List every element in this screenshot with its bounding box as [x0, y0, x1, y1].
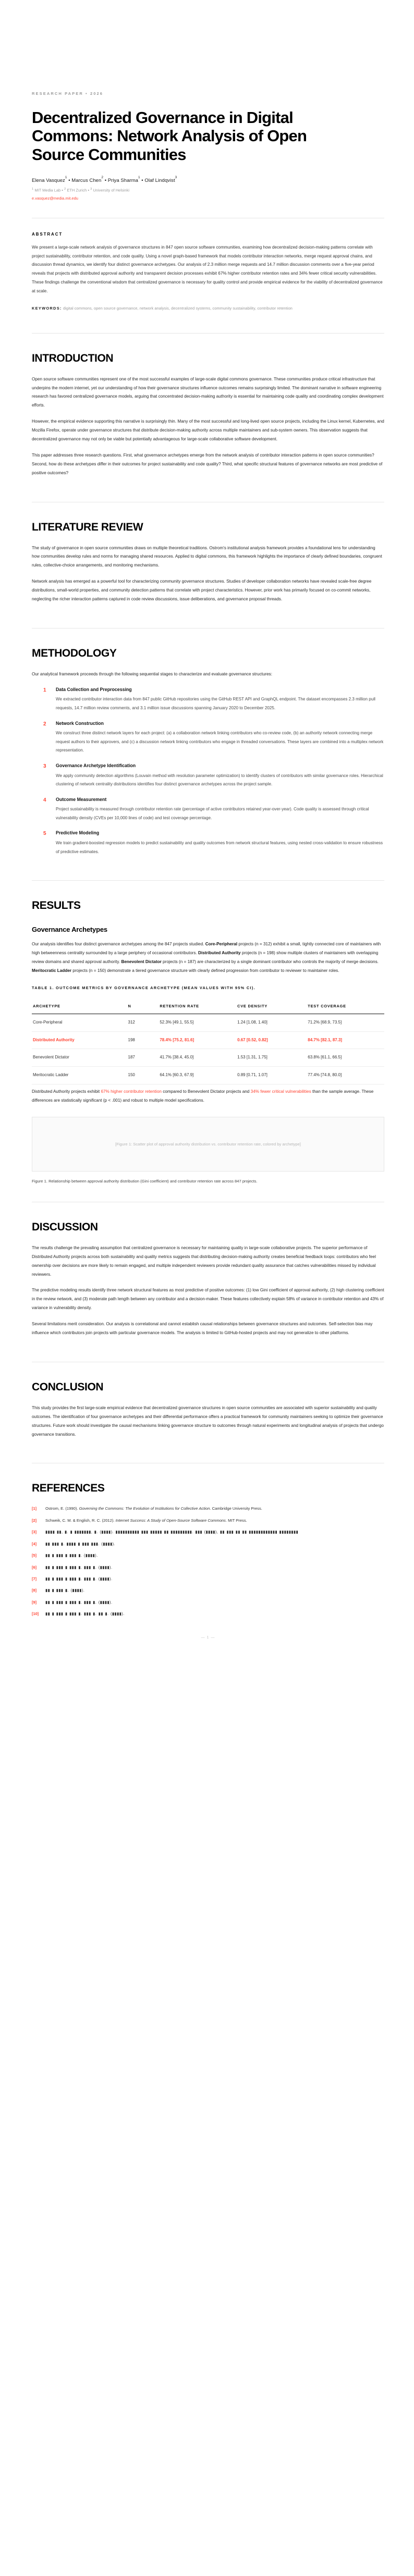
- table-column-header: ARCHETYPE: [32, 999, 127, 1014]
- table-cell-cve-density: 0.89 [0.71, 1.07]: [236, 1067, 307, 1084]
- reference-text: ▮▮ ▮ ▮▮▮ ▮ ▮▮▮ ▮. ▮▮▮ ▮. ▮▮ ▮. (▮▮▮▮).: [45, 1611, 125, 1617]
- archetype-name: Core-Peripheral: [205, 942, 238, 947]
- text-run: projects (n = 187) are characterized by a single dominant contributor who controls the majority of merge decisions.: [161, 959, 379, 965]
- text-run: Distributed Authority projects exhibit: [32, 1089, 101, 1094]
- results-finding: [32, 1088, 384, 1105]
- step-number: 3: [43, 763, 46, 769]
- paragraph: The results challenge the prevailing assumption that centralized governance is necessary for maintaining quality in large-scale collaborative projects. The superior performance of Distributed Authority projects across both sustainability and quality metrics suggests that distributing decision-making authority creates beneficial feedback loops: contributors who feel ownership over decisions are more likely to remain engaged, and multiple independent reviewers provide redundant quality assurance that catches vulnerabilities missed by individual reviewers.: [32, 1245, 376, 1277]
- reference-number: [5]: [32, 1553, 37, 1558]
- reference-item: [32, 1599, 384, 1606]
- author-name: Marcus Chen$^2$: [71, 175, 104, 184]
- step-body: [56, 720, 384, 755]
- reference-text: ▮▮ ▮ ▮▮▮ ▮ ▮▮▮ ▮. ▮▮▮ ▮. (▮▮▮▮).: [45, 1576, 113, 1581]
- table-cell-retention-rate: 52.3% [49.1, 55.5]: [159, 1014, 236, 1031]
- section-methodology: [30, 611, 384, 856]
- table-cell-n: 150: [127, 1067, 159, 1084]
- affiliation-name: MIT Media Lab: [33, 188, 61, 193]
- paragraph: The predictive modeling results identify three network structural features as most predictive of positive outcomes: (1) low Gini coefficient of approval authority, (2) high clustering coefficient in the review network, and (3) moderate path length between any contributor and a decision-maker. These features collectively explain 58% of variance in contributor retention and 43% of variance in vulnerability density.: [32, 1288, 384, 1311]
- paragraph: However, the empirical evidence supporting this narrative is surprisingly thin. Many of the most successful and long-lived open source projects, including the Linux kernel, Kubernetes, and Mozilla Firefox, operate under governance structures that distribute decision-making authority across multiple maintainers and sub-system owners. This observation suggests that decentralized governance may not only be viable but potentially advantageous for large-scale collaborative software development.: [32, 419, 384, 441]
- author-list: Elena Vasquez$^1$ • Marcus Chen$^2$ • Priya Sharma$^1$ • Olaf Lindqvist$^3$: [32, 175, 177, 184]
- introduction-paragraphs: [32, 375, 384, 478]
- figure-placeholder-text: [Figure 1: Scatter plot of approval authority distribution vs. contributor retention rate, colored by archetype]: [115, 1141, 301, 1147]
- step-title: Network Construction: [56, 720, 104, 726]
- step-text: We construct three distinct network layers for each project: (a) a collaboration network linking contributors who co-review code, (b) an authority network connecting merge request authors to their approvers, and (c) a discussion network linking contributors who engage in threaded conversations. These layers are combined into a multiplex network representation.: [56, 731, 384, 753]
- affiliation-name: ETH Zurich: [66, 188, 87, 193]
- table-cell-retention-rate: 78.4% [75.2, 81.6]: [159, 1031, 236, 1049]
- reference-number: [7]: [32, 1576, 37, 1581]
- step-body: [56, 796, 384, 823]
- highlighted-stat: 34% fewer critical vulnerabilities: [250, 1089, 311, 1094]
- abstract-block: [30, 218, 384, 312]
- reference-item: [32, 1552, 384, 1559]
- reference-text: ▮▮ ▮ ▮▮▮ ▮ ▮▮▮ ▮. ▮▮▮ ▮. (▮▮▮▮).: [45, 1564, 113, 1570]
- step-text: We apply community detection algorithms (Louvain method with resolution parameter optimization) to identify clusters of contributors with similar governance roles. Hierarchical clustering of network centrality distributions identifies four distinct governance archetypes across the project sample.: [56, 773, 383, 787]
- paragraph: The study of governance in open source communities draws on multiple theoretical traditions. Ostrom's institutional analysis framework provides a foundational lens for understanding how communities develop rules and norms for managing shared resources. Applied to digital commons, this framework highlights the importance of clearly defined boundaries, congruent rules, collective-choice arrangements, and monitoring mechanisms.: [32, 545, 382, 568]
- table-cell-n: 187: [127, 1049, 159, 1067]
- paragraph: This study provides the first large-scale empirical evidence that decentralized governance structures in open source communities are associated with superior sustainability and quality outcomes. The identification of four governance archetypes and their differential performance offers a practical framework for community maintainers seeking to optimize their governance structures. Future work should investigate the causal mechanisms linking governance structure to outcomes through natural experiments and longitudinal analysis of projects that undergo governance transitions.: [32, 1405, 384, 1437]
- section-heading-references: REFERENCES: [32, 1482, 105, 1495]
- table-cell-n: 312: [127, 1014, 159, 1031]
- author-affiliation-marker: 2: [101, 175, 104, 179]
- reference-item: [32, 1540, 384, 1548]
- step-text: We train gradient-boosted regression models to predict sustainability and quality outcomes from network structural features, using nested cross-validation to ensure robustness of predictive estimates.: [56, 841, 383, 854]
- author-name: Elena Vasquez$^1$: [32, 175, 67, 184]
- table-row: [32, 1031, 384, 1049]
- reference-item: [32, 1517, 384, 1524]
- methodology-step: [32, 830, 384, 856]
- table-cell-archetype: Meritocratic Ladder: [32, 1067, 127, 1084]
- section-discussion: [30, 1185, 384, 1338]
- text-run: projects (n = 150) demonstrate a tiered governance structure with clearly defined progression from contributor to reviewer to maintainer roles.: [71, 968, 339, 973]
- affiliation-marker: 2: [64, 188, 66, 191]
- step-title: Outcome Measurement: [56, 796, 107, 802]
- table-column-header: RETENTION RATE: [159, 999, 236, 1014]
- text-run: . Cambridge University Press.: [210, 1506, 262, 1511]
- methodology-step: [32, 720, 384, 755]
- author-affiliation-marker: 3: [175, 175, 177, 179]
- reference-text: ▮▮ ▮ ▮▮▮ ▮ ▮▮▮ ▮. ▮▮▮ ▮. (▮▮▮▮).: [45, 1599, 113, 1605]
- methodology-steps: [32, 686, 384, 856]
- paragraph: This paper addresses three research questions. First, what governance archetypes emerge from the network analysis of contributor interaction patterns in open source communities? Second, how do these archetypes differ in their outcomes for project sustainability and code quality? Third, what specific structural features of governance networks are most predictive of positive outcomes?: [32, 452, 383, 475]
- reference-list: [32, 1505, 384, 1618]
- affiliation-name: University of Helsinki: [92, 188, 129, 193]
- section-literature-review: [30, 485, 384, 604]
- reference-number: [10]: [32, 1611, 39, 1617]
- author-affiliation-marker: 1: [138, 175, 140, 179]
- step-text: We extracted contributor interaction data from 847 public GitHub repositories using the GitHub REST API and GraphQL endpoint. The dataset encompasses 2.3 million pull requests, 14.7 million review comments, and 3.1 million issue discussions spanning January 2020 to December 2025.: [56, 697, 375, 710]
- reference-item: [32, 1529, 384, 1536]
- methodology-step: [32, 762, 384, 789]
- abstract-label: ABSTRACT: [32, 231, 63, 237]
- divider: [32, 333, 384, 334]
- table-cell-test-coverage: 77.4% [74.8, 80.0]: [307, 1067, 384, 1084]
- reference-text: ▮▮ ▮ ▮▮▮ ▮. (▮▮▮▮).: [45, 1588, 85, 1593]
- step-title: Governance Archetype Identification: [56, 762, 136, 768]
- archetype-name: Benevolent Dictator: [121, 959, 162, 965]
- reference-number: [1]: [32, 1506, 37, 1511]
- step-body: [56, 830, 384, 856]
- section-heading-results: RESULTS: [32, 899, 81, 912]
- author-name: Priya Sharma$^1$: [107, 175, 140, 184]
- text-run: compared to Benevolent Dictator projects and: [161, 1089, 251, 1094]
- reference-item: [32, 1505, 384, 1512]
- table-cell-archetype: Benevolent Dictator: [32, 1049, 127, 1067]
- table-cell-cve-density: 1.53 [1.31, 1.75]: [236, 1049, 307, 1067]
- affiliation-marker: 1: [32, 188, 34, 191]
- section-introduction: [30, 316, 384, 478]
- subsection-heading-governance-archetypes: Governance Archetypes: [32, 926, 107, 934]
- reference-number: [3]: [32, 1530, 37, 1535]
- page-number: — 1 —: [201, 1635, 215, 1640]
- step-text: Project sustainability is measured through contributor retention rate (percentage of active contributors retained year-over-year). Code quality is assessed through critical vulnerability density (CVEs per 10,000 lines of code) and test coverage percentage.: [56, 807, 369, 820]
- section-heading-literature-review: LITERATURE REVIEW: [32, 521, 143, 533]
- table-caption: TABLE 1. OUTCOME METRICS BY GOVERNANCE ARCHETYPE (MEAN VALUES WITH 95% CI).: [32, 985, 256, 990]
- page-title: Decentralized Governance in Digital Commons: Network Analysis of Open Source Communities: [32, 108, 307, 164]
- archetype-name: Distributed Authority: [198, 951, 241, 956]
- table-column-header: N: [127, 999, 159, 1014]
- author-name: Olaf Lindqvist$^3$: [144, 175, 177, 184]
- reference-text: [45, 1505, 384, 1512]
- highlighted-stat: 67% higher contributor retention: [101, 1089, 162, 1094]
- text-run: projects (n = 198) show multiple clusters of maintainers with overlapping review domains and shared approval authority.: [32, 951, 379, 965]
- step-number: 4: [43, 797, 46, 803]
- step-number: 5: [43, 831, 46, 837]
- outcome-metrics-table: [32, 999, 384, 1084]
- figure-1-caption: Figure 1. Relationship between approval authority distribution (Gini coefficient) and contributor retention rate across 847 projects.: [32, 1178, 258, 1184]
- affiliation-marker: 3: [90, 188, 92, 191]
- reference-text: ▮▮ ▮▮▮ ▮. ▮▮▮▮ ▮ ▮▮▮ ▮▮▮. (▮▮▮▮).: [45, 1541, 116, 1546]
- section-heading-discussion: DISCUSSION: [32, 1221, 98, 1233]
- step-number: 2: [43, 721, 46, 727]
- discussion-paragraphs: [32, 1244, 384, 1338]
- affiliation-list: $^1$ MIT Media Lab • $^2$ ETH Zurich • $^3$ University of Helsinki: [32, 188, 129, 193]
- table-cell-test-coverage: 84.7% [82.1, 87.3]: [307, 1031, 384, 1049]
- reference-number: [4]: [32, 1541, 37, 1546]
- text-run: . MIT Press.: [225, 1518, 247, 1523]
- literature-review-paragraphs: [32, 544, 384, 604]
- keywords-value: digital commons, open source governance, network analysis, decentralized systems, community sustainability, contributor retention: [63, 305, 293, 311]
- abstract-text: We present a large-scale network analysis of governance structures in 847 open source software communities, examining how decentralized decision-making patterns correlate with project sustainability, contributor retention, and code quality. Using a novel graph-based framework that models contributor interaction networks, merge request approval chains, and discussion thread dynamics, we identify four distinct governance archetypes. Our analysis of 2.3 million merge requests and 14.7 million discussion comments over a five-year period reveals that projects with distributed approval authority and transparent decision processes exhibit 67% higher contributor retention rates and 34% fewer critical security vulnerabilities. These findings challenge the conventional wisdom that centralized governance is necessary for quality control and provide empirical evidence for the viability of decentralized governance at scale.: [32, 244, 383, 294]
- reference-text: ▮▮▮▮ ▮▮, ▮. ▮ ▮▮▮▮▮▮▮, ▮. (▮▮▮▮). ▮▮▮▮▮▮▮▮▮▮ ▮▮▮ ▮▮▮▮▮ ▮▮ ▮▮▮▮▮▮▮▮▮. ▮▮▮ (▮▮▮▮), ▮▮ ▮▮▮ ▮▮ ▮▮ ▮▮▮▮▮▮▮▮▮▮▮▮ ▮▮▮▮▮▮▮▮: [45, 1530, 299, 1535]
- table-column-header: CVE DENSITY: [236, 999, 307, 1014]
- reference-item: [32, 1575, 384, 1583]
- reference-item: [32, 1587, 384, 1594]
- author-affiliation-marker: 1: [65, 175, 67, 179]
- reference-number: [6]: [32, 1564, 37, 1570]
- methodology-intro: Our analytical framework proceeds through the following sequential stages to characterize and evaluate governance structures:: [32, 671, 273, 676]
- reference-item: [32, 1564, 384, 1571]
- results-paragraph: [32, 940, 384, 976]
- reference-title: Internet Success: A Study of Open-Source Software Commons: [115, 1518, 226, 1523]
- section-conclusion: [30, 1345, 384, 1439]
- divider: [32, 880, 384, 881]
- table-row: [32, 1049, 384, 1067]
- reference-title: Governing the Commons: The Evolution of Institutions for Collective Action: [79, 1506, 210, 1511]
- table-column-header: TEST COVERAGE: [307, 999, 384, 1014]
- eyebrow-label: RESEARCH PAPER • 2026: [32, 91, 104, 96]
- table-cell-archetype: Core-Peripheral: [32, 1014, 127, 1031]
- archetype-name: Meritocratic Ladder: [32, 968, 71, 973]
- text-run: Schweik, C. M. & English, R. C. (2012).: [45, 1518, 116, 1523]
- text-run: Ostrom, E. (1990).: [45, 1506, 79, 1511]
- keywords-line: [32, 305, 384, 312]
- paper-masthead: [30, 0, 384, 202]
- section-heading-conclusion: CONCLUSION: [32, 1381, 104, 1393]
- table-row: [32, 1014, 384, 1031]
- table-cell-test-coverage: 71.2% [68.9, 73.5]: [307, 1014, 384, 1031]
- section-references: [30, 1446, 384, 1639]
- reference-number: [8]: [32, 1588, 37, 1593]
- paragraph: Network analysis has emerged as a powerful tool for characterizing community governance structures. Studies of developer collaboration networks have revealed scale-free degree distributions, small-world properties, and community detection patterns that correlate with project characteristics. However, prior work has primarily focused on co-commit networks, neglecting the richer interaction patterns captured in code review discussions, issue deliberations, and governance proposal threads.: [32, 579, 372, 601]
- step-body: [56, 762, 384, 789]
- table-body: [32, 1014, 384, 1084]
- reference-text: [45, 1517, 384, 1524]
- table-cell-test-coverage: 63.8% [61.1, 66.5]: [307, 1049, 384, 1067]
- reference-text: ▮▮ ▮ ▮▮▮ ▮ ▮▮▮ ▮. (▮▮▮▮).: [45, 1553, 98, 1558]
- table-cell-archetype: Distributed Authority: [32, 1031, 127, 1049]
- table-cell-cve-density: 1.24 [1.08, 1.40]: [236, 1014, 307, 1031]
- reference-item: [32, 1610, 384, 1618]
- figure-1-placeholder: [32, 1117, 384, 1172]
- text-run: than the sample average. These differences are statistically significant (p < .001) and robust to multiple model specifications.: [32, 1089, 374, 1103]
- paragraph: Several limitations merit consideration. Our analysis is correlational and cannot establish causal relationships between governance structures and outcomes. Self-selection bias may influence which contributors join projects with particular governance models. The analysis is limited to GitHub-hosted projects and may not generalize to other platforms.: [32, 1322, 373, 1336]
- corresponding-email-link[interactable]: e.vasquez@media.mit.edu: [32, 195, 78, 201]
- section-heading-introduction: INTRODUCTION: [32, 352, 114, 364]
- step-body: [56, 686, 384, 713]
- table-cell-n: 198: [127, 1031, 159, 1049]
- conclusion-paragraphs: [32, 1404, 384, 1439]
- step-number: 1: [43, 687, 46, 693]
- step-title: Predictive Modeling: [56, 830, 100, 836]
- text-run: Our analysis identifies four distinct governance archetypes among the 847 projects studied.: [32, 942, 205, 947]
- table-header-row: [32, 999, 384, 1014]
- table-cell-retention-rate: 64.1% [60.3, 67.9]: [159, 1067, 236, 1084]
- step-title: Data Collection and Preprocessing: [56, 686, 132, 692]
- table-cell-cve-density: 0.67 [0.52, 0.82]: [236, 1031, 307, 1049]
- text-run: projects (n = 312) exhibit a small, tightly connected core of maintainers with high betweenness centrality surrounded by a large periphery of occasional contributors.: [32, 942, 381, 956]
- methodology-step: [32, 686, 384, 713]
- reference-number: [2]: [32, 1518, 37, 1523]
- table-cell-retention-rate: 41.7% [38.4, 45.0]: [159, 1049, 236, 1067]
- section-results: [30, 864, 384, 1185]
- section-heading-methodology: METHODOLOGY: [32, 647, 117, 659]
- paragraph: Open source software communities represent one of the most successful examples of large-scale digital commons governance. These communities produce critical infrastructure that underpins the modern internet, yet our understanding of how their governance structures influence outcomes remains surprisingly limited. The dominant narrative in software engineering research has favored centralized governance models, arguing that concentrated decision-making authority is essential for maintaining code quality and coordinating complex development efforts.: [32, 376, 384, 408]
- methodology-step: [32, 796, 384, 823]
- reference-number: [9]: [32, 1599, 37, 1605]
- keywords-label: KEYWORDS:: [32, 305, 62, 311]
- table-row: [32, 1067, 384, 1084]
